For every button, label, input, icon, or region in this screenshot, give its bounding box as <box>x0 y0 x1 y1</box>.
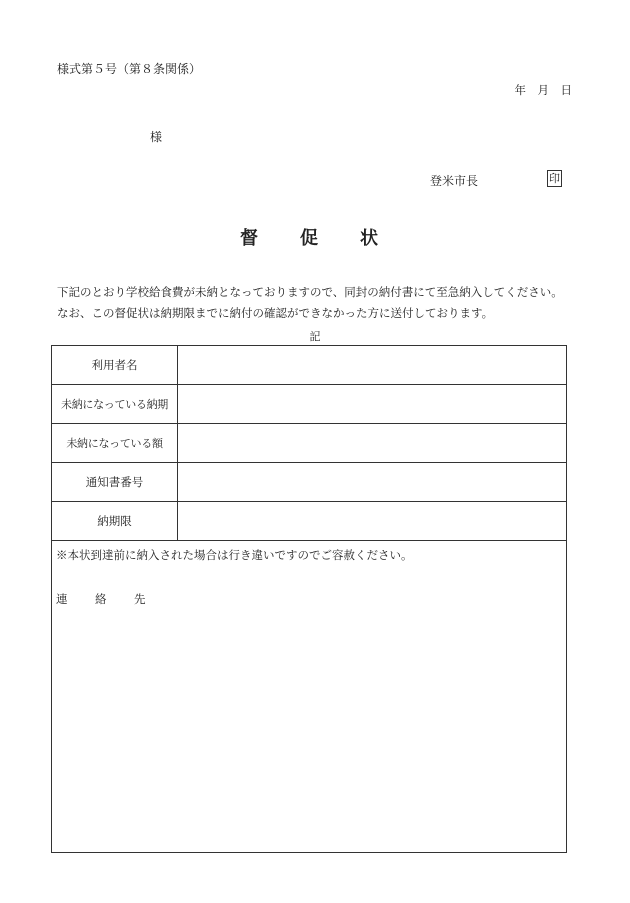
table-row-unpaid-amount <box>52 424 566 463</box>
row-label: 通知書番号 <box>52 463 178 501</box>
contact-label: 連 絡 先 <box>56 592 154 606</box>
row-label: 納期限 <box>52 502 178 540</box>
form-number: 様式第５号（第８条関係） <box>57 62 202 76</box>
notice-text: ※本状到達前に納入された場合は行き違いですのでご容赦ください。 <box>56 548 413 562</box>
seal-stamp: 印 <box>549 172 560 185</box>
row-label: 未納になっている額 <box>52 424 178 462</box>
date-placeholder: 年 月 日 <box>514 83 572 97</box>
document-title: 督 促 状 <box>240 228 390 249</box>
body-text-line1: 下記のとおり学校給食費が未納となっておりますので、同封の納付書にて至急納入してください。 <box>57 285 563 299</box>
row-value-due-date[interactable] <box>178 502 566 540</box>
row-value-notice-number[interactable] <box>178 463 566 501</box>
row-value-unpaid-amount[interactable] <box>178 424 566 462</box>
body-text-line2: なお、この督促状は納期限までに納付の確認ができなかった方に送付しております。 <box>57 306 494 320</box>
row-value-unpaid-period[interactable] <box>178 385 566 423</box>
details-table <box>51 345 567 853</box>
table-row-due-date <box>52 502 566 541</box>
table-row-unpaid-period <box>52 385 566 424</box>
ki-marker: 記 <box>309 330 321 343</box>
table-row-user-name <box>52 346 566 385</box>
issuer-name: 登米市長 <box>430 174 479 188</box>
row-label: 未納になっている納期 <box>52 385 178 423</box>
row-label: 利用者名 <box>52 346 178 384</box>
row-value-user-name[interactable] <box>178 346 566 384</box>
table-row-notice-number <box>52 463 566 502</box>
recipient-honorific: 様 <box>150 130 163 144</box>
